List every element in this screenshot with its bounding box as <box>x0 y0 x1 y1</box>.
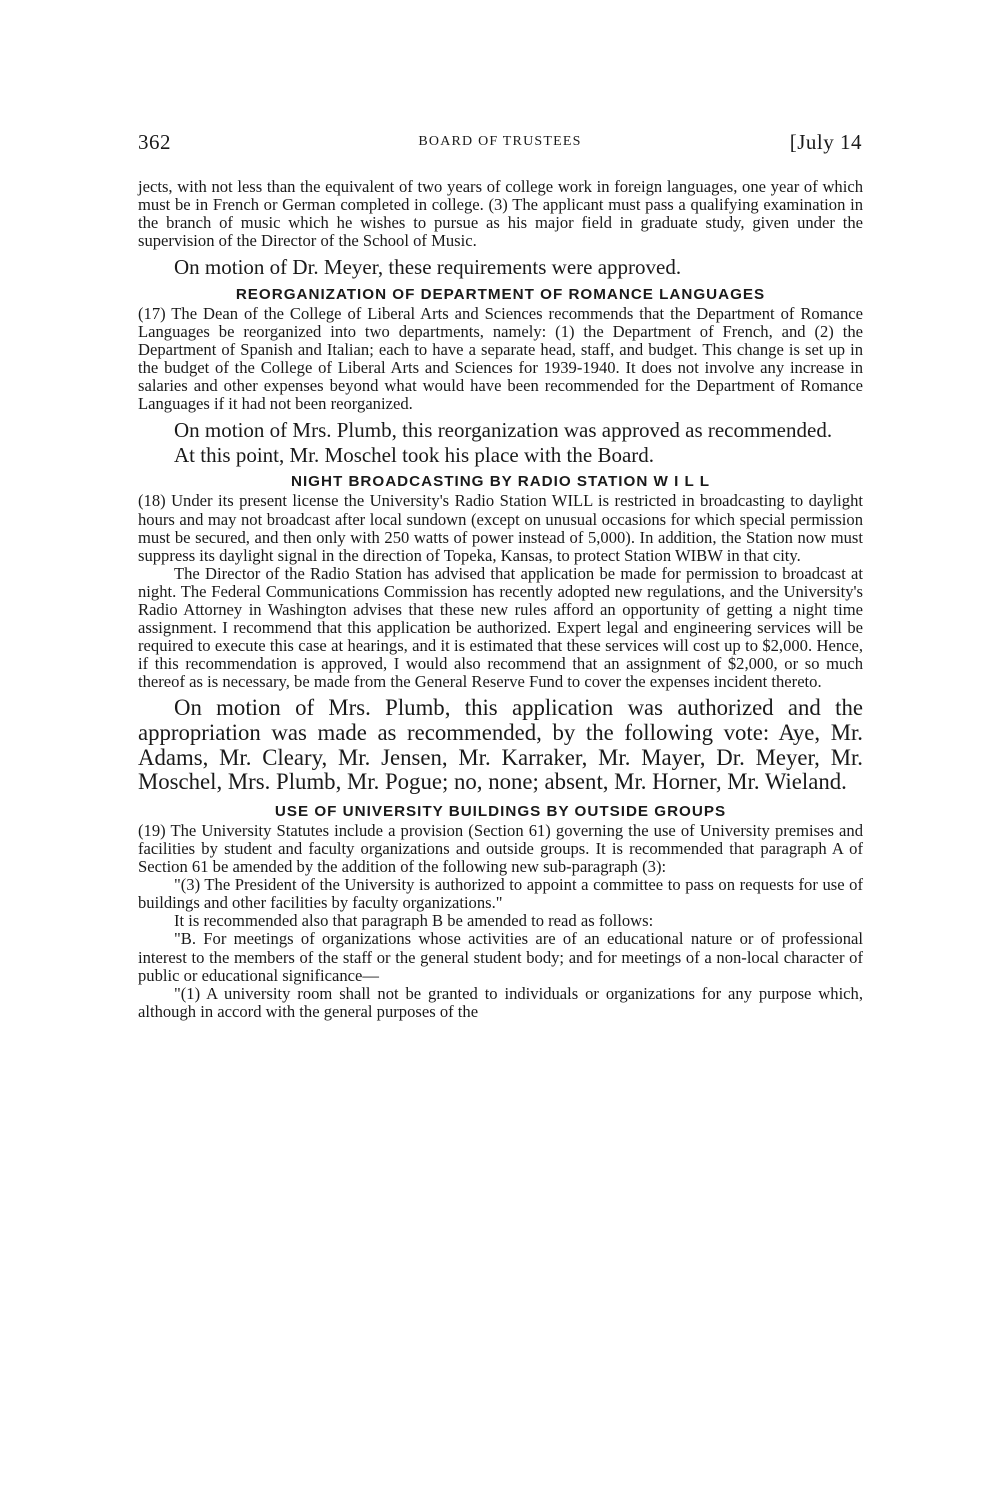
quoted-paragraph-b: "B. For meetings of organizations whose activities are of an educational nature or of professional interest to the members of the staff or the general student body; and for meetings of a non-local character of public or educational significance— <box>138 929 863 985</box>
page-number: 362 <box>138 130 171 154</box>
running-header <box>138 130 862 160</box>
quoted-item-1: "(1) A university room shall not be granted to individuals or organizations for any purpose which, although in accord with the general purposes of the <box>138 983 863 1021</box>
paragraph-continuation: jects, with not less than the equivalent of two years of college work in foreign languages, one year of which must be in French or German completed in college. (3) The applicant must pass a qualifying examination in the branch of music which he wishes to pursue as his major field in graduate study, given under the supervision of the Director of the School of Music. <box>138 177 863 251</box>
motion-plumb-reorganization: On motion of Mrs. Plumb, this reorganization was approved as recommended. <box>174 418 833 443</box>
paragraph-17: (17) The Dean of the College of Liberal Arts and Sciences recommends that the Department of Romance Languages be reorganized into two departments, namely: (1) the Department of French, and (2) the Department of Spanish and Italian; each to have a separate head, staff, and budget. This change is set up in the budget of the College of Liberal Arts and Sciences for 1939-1940. It does not involve any increase in salaries and other expenses beyond what would have been recommended for the Department of Romance Languages if it had not been reorganized. <box>138 303 863 414</box>
paragraph-18: (18) Under its present license the University's Radio Station WILL is restricted in broadcasting to daylight hours and may not broadcast after local sundown (except on unusual occasions for which special permission must be secured, and then only with 250 watts of power instead of 5,000). In addition, the Station now must suppress its daylight signal in the direction of Topeka, Kansas, to protect Station WIBW in that city. <box>138 491 863 565</box>
section-heading-radio-station: NIGHT BROADCASTING BY RADIO STATION W I L L <box>290 473 711 491</box>
paragraph-19: (19) The University Statutes include a provision (Section 61) governing the use of University premises and facilities by student and faculty organizations and outside groups. It is recommended that paragraph A of Section 61 be amended by the addition of the following new sub-paragraph (3): <box>138 820 863 877</box>
running-title: BOARD OF TRUSTEES <box>418 134 582 149</box>
motion-meyer: On motion of Dr. Meyer, these requirements were approved. <box>174 255 682 280</box>
paragraph-b-intro: It is recommended also that paragraph B be amended to read as follows: <box>174 911 654 931</box>
motion-plumb-vote: On motion of Mrs. Plumb, this application was authorized and the appropriation was made as recommended, by the following vote: Aye, Mr. Adams, Mr. Cleary, Mr. Jensen, Mr. Karraker, Mr. Mayer, Dr. Meyer, Mr. Moschel, Mrs. Plumb, Mr. Pogue; no, none; absent, Mr. Horner, Mr. Wieland. <box>138 695 863 795</box>
paragraph-radio-director: The Director of the Radio Station has advised that application be made for permission to broadcast at night. The Federal Communications Commission has recently adopted new regulations, and the University's Radio Attorney in Washington advises that these new rules afford an opportunity of getting a night time assignment. I recommend that this application be authorized. Expert legal and engineering services will be required to execute this case at hearings, and it is estimated that these services will cost up to $2,000. Hence, if this recommendation is approved, I would also recommend that an assignment of $2,000, or so much thereof as is necessary, be made from the General Reserve Fund to cover the expenses incident thereto. <box>138 563 863 692</box>
section-heading-university-buildings: USE OF UNIVERSITY BUILDINGS BY OUTSIDE GROUPS <box>274 802 727 820</box>
moschel-note: At this point, Mr. Moschel took his place with the Board. <box>174 442 655 467</box>
page-body <box>138 178 863 1021</box>
header-date: [July 14 <box>789 130 862 154</box>
section-heading-romance-languages: REORGANIZATION OF DEPARTMENT OF ROMANCE LANGUAGES <box>235 285 766 303</box>
quoted-subparagraph-3: "(3) The President of the University is authorized to appoint a committee to pass on requests for use of buildings and other facilities by faculty organizations." <box>138 875 863 913</box>
